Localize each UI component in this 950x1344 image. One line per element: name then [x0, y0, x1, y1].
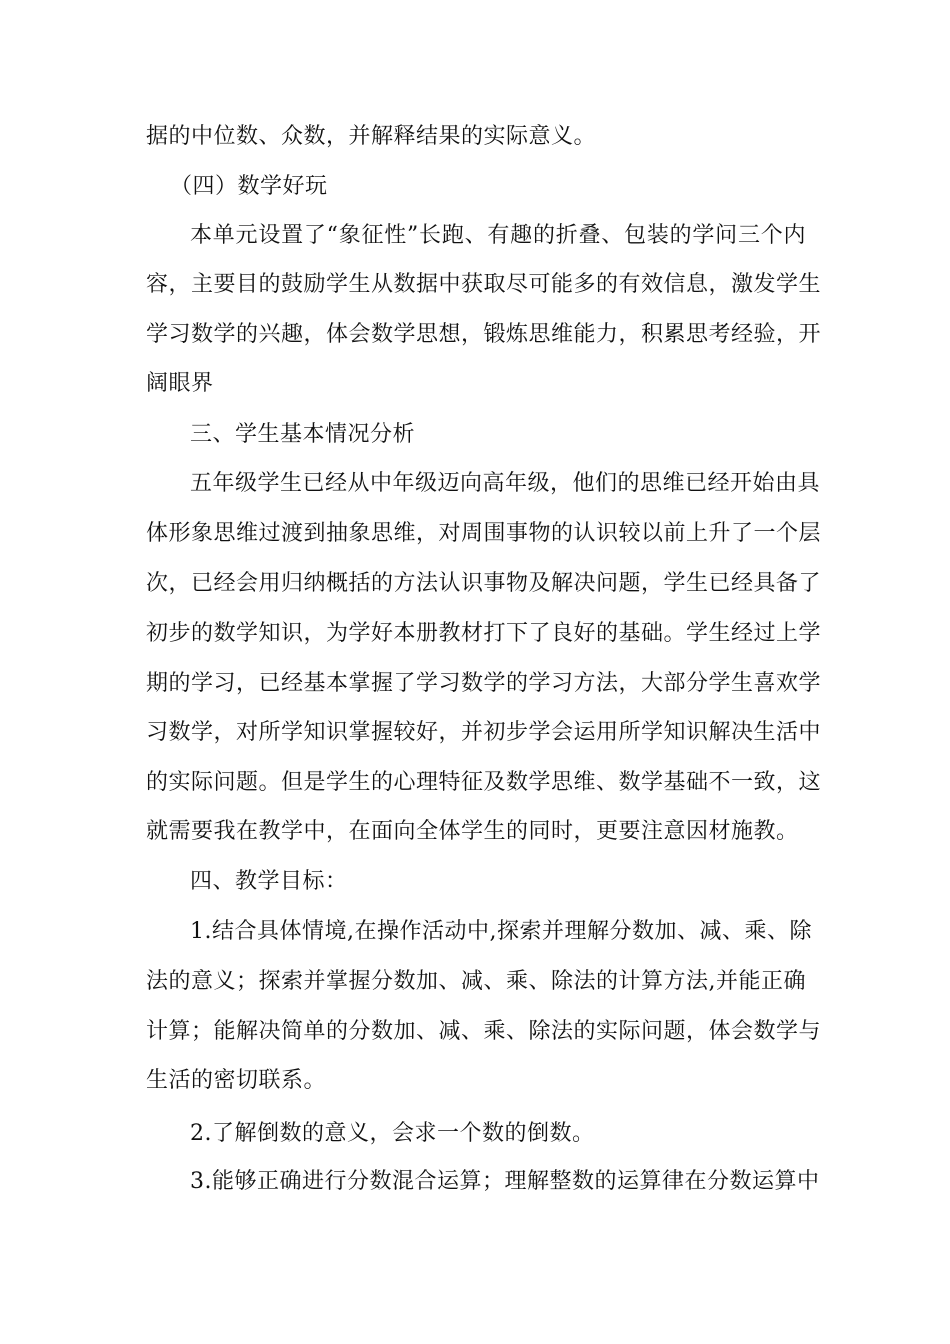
text-line-19: 计算；能解决简单的分数加、减、乘、除法的实际问题，体会数学与 — [146, 1019, 822, 1044]
text-line-22: 3.能够正确进行分数混合运算；理解整数的运算律在分数运算中 — [190, 1169, 820, 1194]
text-line-6: 阔眼界 — [146, 371, 214, 396]
text-line-9: 体形象思维过渡到抽象思维，对周围事物的认识较以前上升了一个层 — [146, 521, 822, 546]
text-line-12: 期的学习，已经基本掌握了学习数学的学习方法，大部分学生喜欢学 — [146, 671, 822, 696]
text-line-20: 生活的密切联系。 — [146, 1068, 327, 1093]
text-line-14: 的实际问题。但是学生的心理特征及数学思维、数学基础不一致，这 — [146, 770, 822, 795]
text-line-18: 法的意义；探索并掌握分数加、减、乘、除法的计算方法,并能正确 — [146, 969, 806, 994]
text-line-10: 次，已经会用归纳概括的方法认识事物及解决问题，学生已经具备了 — [146, 571, 822, 596]
text-line-5: 学习数学的兴趣，体会数学思想，锻炼思维能力，积累思考经验，开 — [146, 322, 822, 347]
text-line-1: 据的中位数、众数，并解释结果的实际意义。 — [146, 124, 597, 149]
text-line-13: 习数学，对所学知识掌握较好，并初步学会运用所学知识解决生活中 — [146, 720, 822, 745]
text-line-15: 就需要我在教学中，在面向全体学生的同时，更要注意因材施教。 — [146, 819, 799, 844]
text-line-8: 五年级学生已经从中年级迈向高年级，他们的思维已经开始由具 — [190, 471, 821, 496]
text-line-17: 1.结合具体情境,在操作活动中,探索并理解分数加、减、乘、除 — [190, 919, 812, 944]
text-line-3: 本单元设置了“象征性”长跑、有趣的折叠、包装的学问三个内 — [190, 223, 806, 248]
section-heading-student-analysis: 三、学生基本情况分析 — [190, 422, 416, 447]
text-line-4: 容，主要目的鼓励学生从数据中获取尽可能多的有效信息，激发学生 — [146, 272, 822, 297]
section-heading-fun-math: （四）数学好玩 — [170, 174, 328, 199]
text-line-21: 2.了解倒数的意义，会求一个数的倒数。 — [190, 1121, 595, 1146]
section-heading-teaching-goals: 四、教学目标： — [190, 869, 348, 894]
text-line-11: 初步的数学知识，为学好本册教材打下了良好的基础。学生经过上学 — [146, 621, 822, 646]
